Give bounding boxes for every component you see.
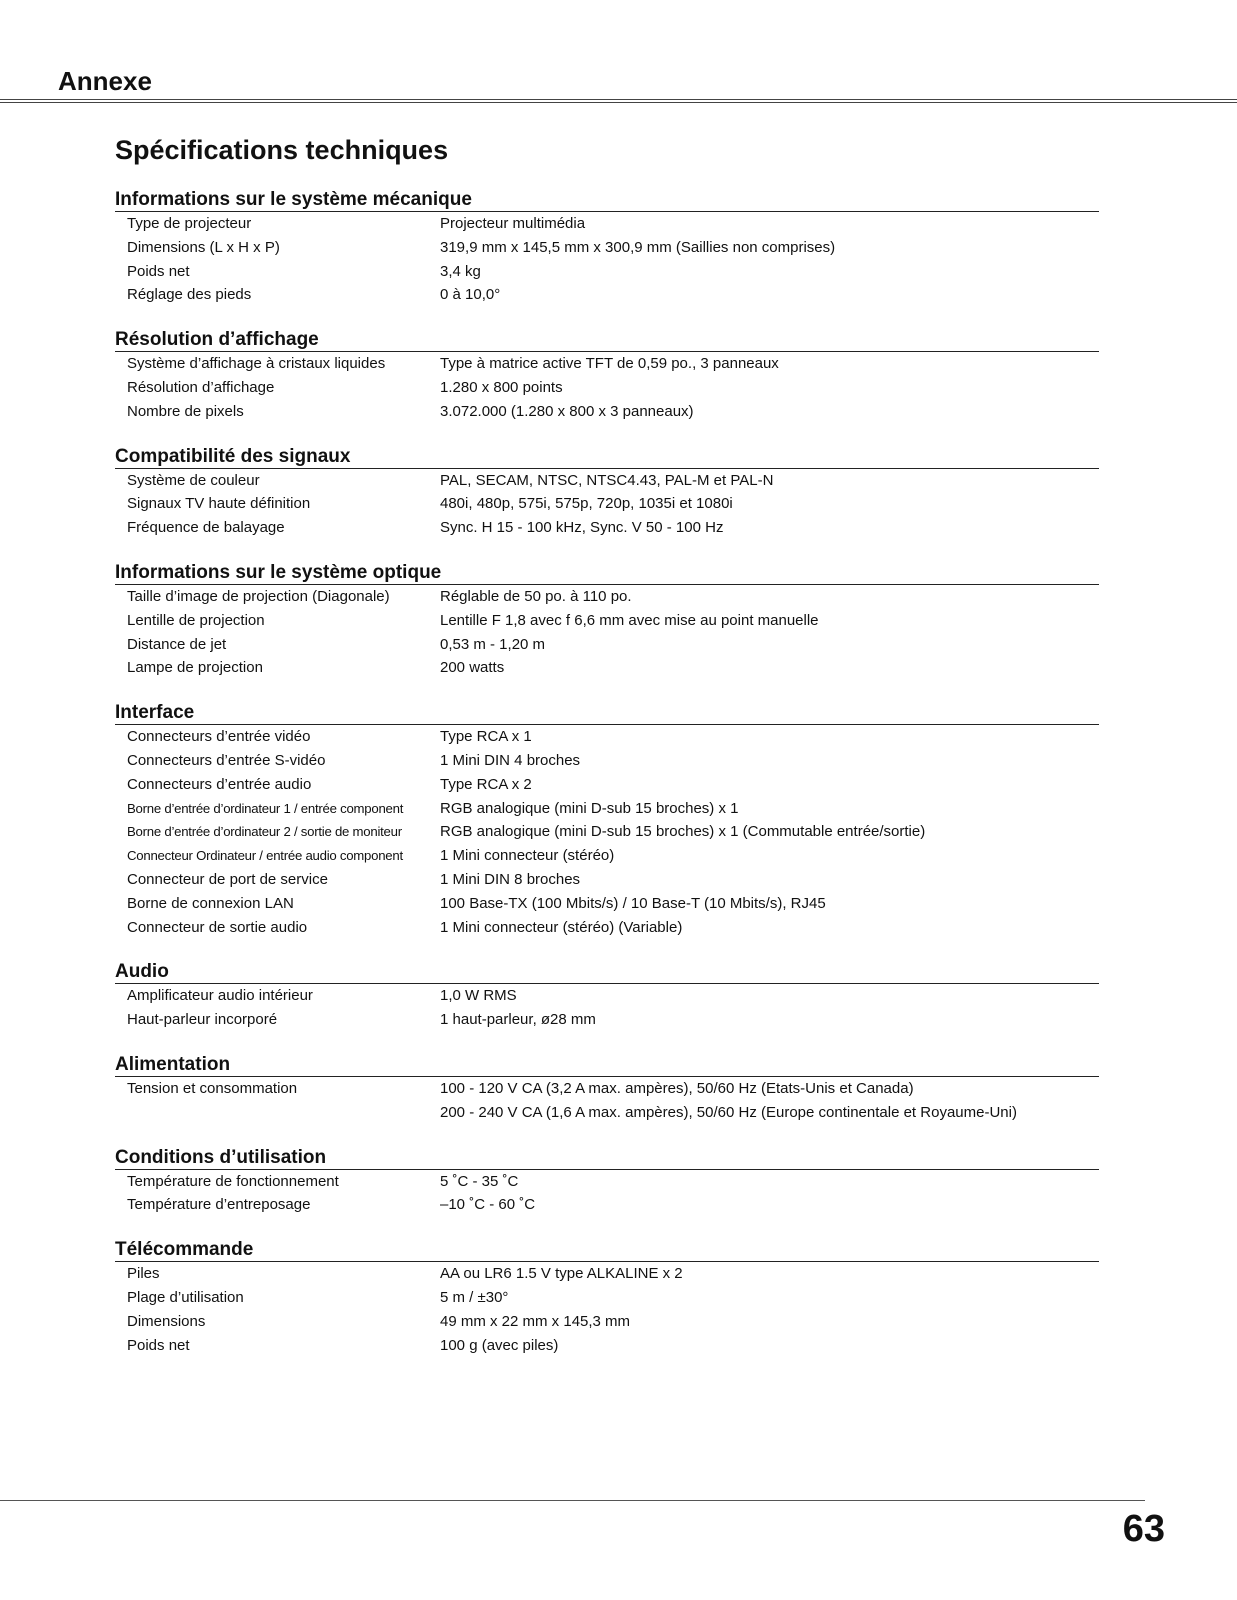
spec-value: 1 Mini DIN 4 broches (440, 751, 581, 769)
spec-value: 1,0 W RMS (440, 987, 517, 1005)
spec-label: Système de couleur (127, 471, 260, 489)
spec-row (115, 236, 1099, 260)
spec-value: PAL, SECAM, NTSC, NTSC4.43, PAL-M et PAL-N (440, 471, 774, 489)
spec-row (115, 725, 1099, 749)
spec-value: 1.280 x 800 points (440, 378, 563, 396)
spec-label: Lentille de projection (127, 611, 265, 629)
spec-value: AA ou LR6 1.5 V type ALKALINE x 2 (440, 1265, 683, 1283)
section-title: Télécommande (115, 1238, 1099, 1262)
spec-label: Borne de connexion LAN (127, 894, 294, 912)
spec-label: Connecteur Ordinateur / entrée audio component (127, 848, 403, 864)
page-title: Spécifications techniques (115, 135, 449, 165)
spec-label: Signaux TV haute définition (127, 495, 311, 513)
spec-value: 200 - 240 V CA (1,6 A max. ampères), 50/60 Hz (Europe continentale et Royaume-Uni) (440, 1103, 1017, 1121)
spec-label: Taille d’image de projection (Diagonale) (127, 587, 390, 605)
spec-row (115, 633, 1099, 657)
section-title: Audio (115, 960, 1099, 984)
spec-row (115, 469, 1099, 493)
spec-row (115, 376, 1099, 400)
spec-label: Connecteurs d’entrée vidéo (127, 728, 311, 746)
spec-label: Système d’affichage à cristaux liquides (127, 355, 386, 373)
spec-row (115, 585, 1099, 609)
spec-section (115, 445, 1099, 540)
spec-label: Plage d’utilisation (127, 1288, 244, 1306)
chapter-title: Annexe (58, 66, 152, 96)
section-title: Informations sur le système mécanique (115, 188, 1099, 212)
section-title: Informations sur le système optique (115, 561, 1099, 585)
spec-label: Lampe de projection (127, 659, 263, 677)
footer-divider (0, 1500, 1145, 1501)
spec-row (115, 749, 1099, 773)
spec-label: Dimensions (L x H x P) (127, 238, 280, 256)
spec-sections (115, 188, 1099, 1378)
spec-value: 49 mm x 22 mm x 145,3 mm (440, 1312, 631, 1330)
spec-row (115, 892, 1099, 916)
spec-row (115, 283, 1099, 307)
section-title: Conditions d’utilisation (115, 1146, 1099, 1170)
spec-label: Réglage des pieds (127, 286, 252, 304)
spec-section (115, 960, 1099, 1032)
spec-value: –10 ˚C - 60 ˚C (440, 1196, 536, 1214)
spec-row (115, 820, 1099, 844)
spec-value: 5 m / ±30° (440, 1288, 509, 1306)
spec-row (115, 1286, 1099, 1310)
spec-label: Poids net (127, 1336, 190, 1354)
spec-value: 100 Base-TX (100 Mbits/s) / 10 Base-T (10 Mbits/s), RJ45 (440, 894, 826, 912)
spec-value: 0,53 m - 1,20 m (440, 635, 546, 653)
spec-value: Sync. H 15 - 100 kHz, Sync. V 50 - 100 Hz (440, 519, 724, 537)
spec-row (115, 352, 1099, 376)
spec-value: Type à matrice active TFT de 0,59 po., 3 panneaux (440, 355, 779, 373)
spec-value: Réglable de 50 po. à 110 po. (440, 587, 632, 605)
spec-row (115, 916, 1099, 940)
spec-label: Résolution d’affichage (127, 378, 275, 396)
spec-label: Fréquence de balayage (127, 519, 285, 537)
spec-section (115, 1238, 1099, 1357)
spec-value: 480i, 480p, 575i, 575p, 720p, 1035i et 1080i (440, 495, 733, 513)
spec-row (115, 868, 1099, 892)
spec-label: Température de fonctionnement (127, 1172, 339, 1190)
spec-section (115, 1146, 1099, 1218)
spec-label: Amplificateur audio intérieur (127, 987, 313, 1005)
spec-label: Borne d’entrée d’ordinateur 2 / sortie de moniteur (127, 824, 402, 840)
spec-row (115, 1310, 1099, 1334)
spec-section (115, 701, 1099, 939)
spec-value: 100 - 120 V CA (3,2 A max. ampères), 50/60 Hz (Etats-Unis et Canada) (440, 1079, 914, 1097)
spec-label: Connecteur de port de service (127, 870, 328, 888)
spec-row (115, 656, 1099, 680)
spec-section (115, 1053, 1099, 1125)
section-title: Résolution d’affichage (115, 328, 1099, 352)
spec-value: 5 ˚C - 35 ˚C (440, 1172, 519, 1190)
section-title: Compatibilité des signaux (115, 445, 1099, 469)
spec-value: 319,9 mm x 145,5 mm x 300,9 mm (Saillies non comprises) (440, 238, 836, 256)
spec-row (115, 1334, 1099, 1358)
spec-value: RGB analogique (mini D-sub 15 broches) x 1 (440, 799, 739, 817)
spec-label: Type de projecteur (127, 215, 252, 232)
spec-label (115, 1101, 440, 1125)
section-title: Alimentation (115, 1053, 1099, 1077)
spec-row (115, 1008, 1099, 1032)
spec-label: Connecteurs d’entrée audio (127, 775, 312, 793)
spec-value: 1 Mini connecteur (stéréo) (440, 847, 615, 865)
spec-label: Connecteur de sortie audio (127, 918, 308, 936)
spec-value: Type RCA x 2 (440, 775, 532, 793)
spec-row (115, 984, 1099, 1008)
spec-value: RGB analogique (mini D-sub 15 broches) x 1 (Commutable entrée/sortie) (440, 823, 926, 841)
spec-label: Connecteurs d’entrée S-vidéo (127, 751, 326, 769)
spec-row (115, 1077, 1099, 1101)
spec-section (115, 561, 1099, 680)
section-title: Interface (115, 701, 1099, 725)
spec-row (115, 1101, 1099, 1125)
spec-row (115, 212, 1099, 236)
spec-value: Type RCA x 1 (440, 728, 532, 746)
spec-label: Distance de jet (127, 635, 227, 653)
spec-value: 3,4 kg (440, 262, 481, 280)
spec-section (115, 328, 1099, 423)
spec-section (115, 188, 1099, 307)
spec-value: 3.072.000 (1.280 x 800 x 3 panneaux) (440, 402, 694, 420)
spec-value: 200 watts (440, 659, 505, 677)
spec-label: Piles (127, 1265, 160, 1283)
spec-value: Lentille F 1,8 avec f 6,6 mm avec mise au point manuelle (440, 611, 819, 629)
spec-row (115, 260, 1099, 284)
spec-value: 1 haut-parleur, ø28 mm (440, 1011, 596, 1029)
spec-label: Borne d’entrée d’ordinateur 1 / entrée component (127, 800, 404, 816)
spec-row (115, 844, 1099, 868)
spec-label: Haut-parleur incorporé (127, 1011, 278, 1029)
spec-row (115, 797, 1099, 821)
spec-value: 100 g (avec piles) (440, 1336, 559, 1354)
spec-row (115, 516, 1099, 540)
spec-value: 1 Mini connecteur (stéréo) (Variable) (440, 918, 683, 936)
spec-value: 1 Mini DIN 8 broches (440, 870, 581, 888)
spec-row (115, 1262, 1099, 1286)
spec-row (115, 492, 1099, 516)
spec-row (115, 1193, 1099, 1217)
spec-label: Poids net (127, 262, 190, 280)
spec-label: Nombre de pixels (127, 402, 244, 420)
spec-label: Dimensions (127, 1312, 206, 1330)
spec-row (115, 1170, 1099, 1194)
spec-row (115, 609, 1099, 633)
spec-value: Projecteur multimédia (440, 215, 586, 232)
page-number: 63 (1122, 1508, 1165, 1550)
spec-label: Température d’entreposage (127, 1196, 311, 1214)
chapter-divider (0, 99, 1237, 103)
spec-row (115, 773, 1099, 797)
spec-row (115, 400, 1099, 424)
spec-value: 0 à 10,0° (440, 286, 501, 304)
spec-label: Tension et consommation (127, 1079, 298, 1097)
